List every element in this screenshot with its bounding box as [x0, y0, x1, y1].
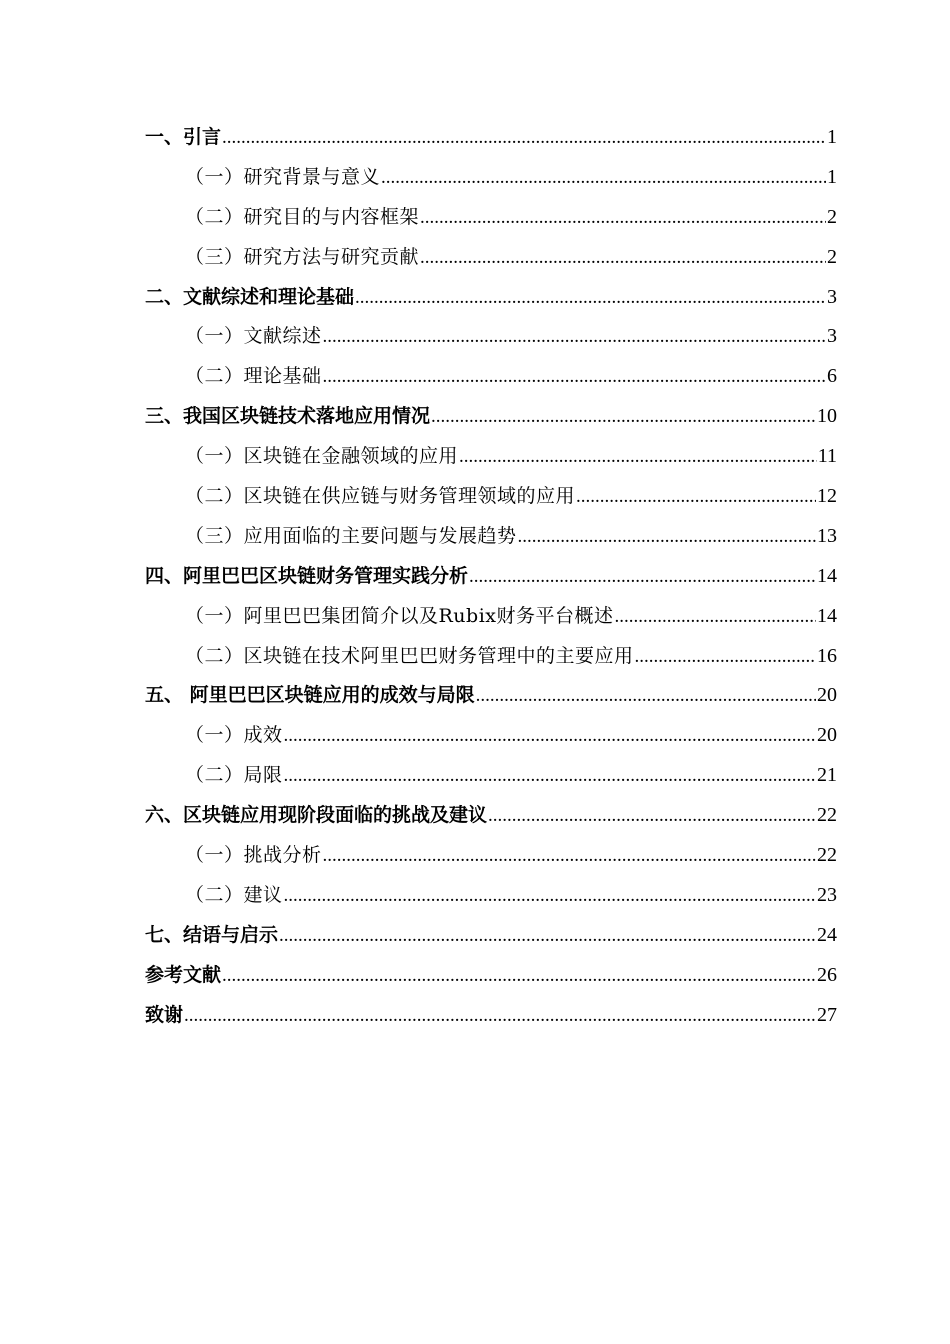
toc-dot-leader	[576, 477, 816, 517]
toc-page-number: 14	[817, 564, 837, 587]
toc-dot-leader	[518, 517, 816, 557]
toc-entry-title: （二）理论基础	[185, 365, 322, 388]
toc-entry-title: （一）区块链在金融领域的应用	[185, 445, 459, 468]
toc-entry-title: （一）挑战分析	[185, 844, 322, 867]
toc-page-number: 20	[817, 724, 837, 747]
toc-section-entry[interactable]	[145, 477, 837, 517]
toc-dot-leader	[615, 597, 817, 637]
toc-entry-title: （一）研究背景与意义	[185, 165, 381, 188]
toc-chapter-entry[interactable]	[145, 996, 837, 1036]
toc-dot-leader	[420, 198, 826, 238]
toc-page-number: 10	[817, 405, 837, 428]
toc-section-entry[interactable]	[145, 517, 837, 557]
toc-page-number: 22	[817, 844, 837, 867]
toc-page-number: 2	[827, 205, 837, 228]
toc-entry-title: 一、引言	[145, 126, 222, 148]
toc-chapter-entry[interactable]	[145, 397, 837, 437]
toc-section-entry[interactable]	[145, 198, 837, 238]
toc-dot-leader	[284, 876, 816, 916]
toc-entry-title: 致谢	[145, 1003, 184, 1026]
toc-entry-title: （三）研究方法与研究贡献	[185, 245, 420, 268]
toc-page-number: 11	[817, 445, 837, 468]
toc-entry-title: （二）局限	[185, 764, 283, 787]
toc-page-number: 16	[817, 644, 837, 667]
toc-dot-leader	[381, 158, 826, 198]
toc-dot-leader	[431, 397, 816, 437]
toc-dot-leader	[469, 557, 816, 597]
toc-entry-title: 二、文献综述和理论基础	[145, 285, 355, 308]
toc-entry-title: （二）区块链在技术阿里巴巴财务管理中的主要应用	[185, 644, 634, 667]
toc-dot-leader	[488, 796, 816, 836]
toc-section-entry[interactable]	[145, 756, 837, 796]
toc-page-number: 21	[817, 764, 837, 787]
toc-dot-leader	[222, 118, 826, 158]
toc-page-number: 24	[817, 923, 837, 946]
toc-dot-leader	[279, 916, 816, 956]
toc-chapter-entry[interactable]	[145, 557, 837, 597]
toc-chapter-entry[interactable]	[145, 118, 837, 158]
toc-entry-title: 三、我国区块链技术落地应用情况	[145, 405, 431, 428]
toc-dot-leader	[222, 956, 816, 996]
toc-page-number: 3	[827, 325, 837, 348]
toc-entry-title: （一）阿里巴巴集团简介以及Rubix财务平台概述	[185, 604, 614, 627]
toc-page-number: 27	[817, 1003, 837, 1026]
toc-entry-title: 参考文献	[145, 963, 222, 986]
toc-page-number: 3	[827, 285, 837, 308]
toc-page-number: 26	[817, 963, 837, 986]
toc-dot-leader	[323, 836, 816, 876]
toc-page-number: 1	[827, 126, 837, 148]
toc-page-number: 12	[817, 485, 837, 508]
toc-section-entry[interactable]	[145, 357, 837, 397]
toc-entry-title: （三）应用面临的主要问题与发展趋势	[185, 524, 517, 547]
toc-section-entry[interactable]	[145, 437, 837, 477]
toc-page-number: 23	[817, 883, 837, 906]
toc-chapter-entry[interactable]	[145, 796, 837, 836]
toc-dot-leader	[459, 437, 817, 477]
toc-entry-title: 五、 阿里巴巴区块链应用的成效与局限	[145, 684, 475, 707]
toc-section-entry[interactable]	[145, 597, 837, 637]
toc-chapter-entry[interactable]	[145, 278, 837, 318]
toc-dot-leader	[323, 317, 826, 357]
toc-page-number: 20	[817, 684, 837, 707]
toc-dot-leader	[476, 676, 816, 716]
toc-entry-title: （二）建议	[185, 883, 283, 906]
toc-entry-title: （一）成效	[185, 724, 283, 747]
toc-section-entry[interactable]	[145, 716, 837, 756]
toc-chapter-entry[interactable]	[145, 676, 837, 716]
toc-section-entry[interactable]	[145, 317, 837, 357]
toc-dot-leader	[284, 756, 816, 796]
toc-entry-title: （二）区块链在供应链与财务管理领域的应用	[185, 485, 576, 508]
toc-page-number: 22	[817, 804, 837, 827]
toc-page-number: 14	[817, 604, 837, 627]
table-of-contents	[145, 118, 837, 1035]
toc-section-entry[interactable]	[145, 238, 837, 278]
toc-entry-title: 七、结语与启示	[145, 923, 279, 946]
toc-entry-title: （一）文献综述	[185, 325, 322, 348]
toc-section-entry[interactable]	[145, 158, 837, 198]
toc-dot-leader	[420, 238, 826, 278]
toc-section-entry[interactable]	[145, 836, 837, 876]
toc-entry-title: （二）研究目的与内容框架	[185, 205, 420, 228]
toc-section-entry[interactable]	[145, 876, 837, 916]
toc-entry-title: 四、阿里巴巴区块链财务管理实践分析	[145, 564, 469, 587]
toc-dot-leader	[355, 278, 826, 318]
toc-dot-leader	[284, 716, 816, 756]
toc-dot-leader	[635, 637, 816, 677]
toc-entry-title: 六、区块链应用现阶段面临的挑战及建议	[145, 804, 488, 827]
toc-page-number: 1	[827, 165, 837, 188]
toc-chapter-entry[interactable]	[145, 956, 837, 996]
toc-section-entry[interactable]	[145, 637, 837, 677]
toc-page-number: 2	[827, 245, 837, 268]
toc-chapter-entry[interactable]	[145, 916, 837, 956]
toc-page-number: 13	[817, 524, 837, 547]
toc-dot-leader	[184, 996, 816, 1036]
toc-page-number: 6	[827, 365, 837, 388]
toc-dot-leader	[323, 357, 826, 397]
